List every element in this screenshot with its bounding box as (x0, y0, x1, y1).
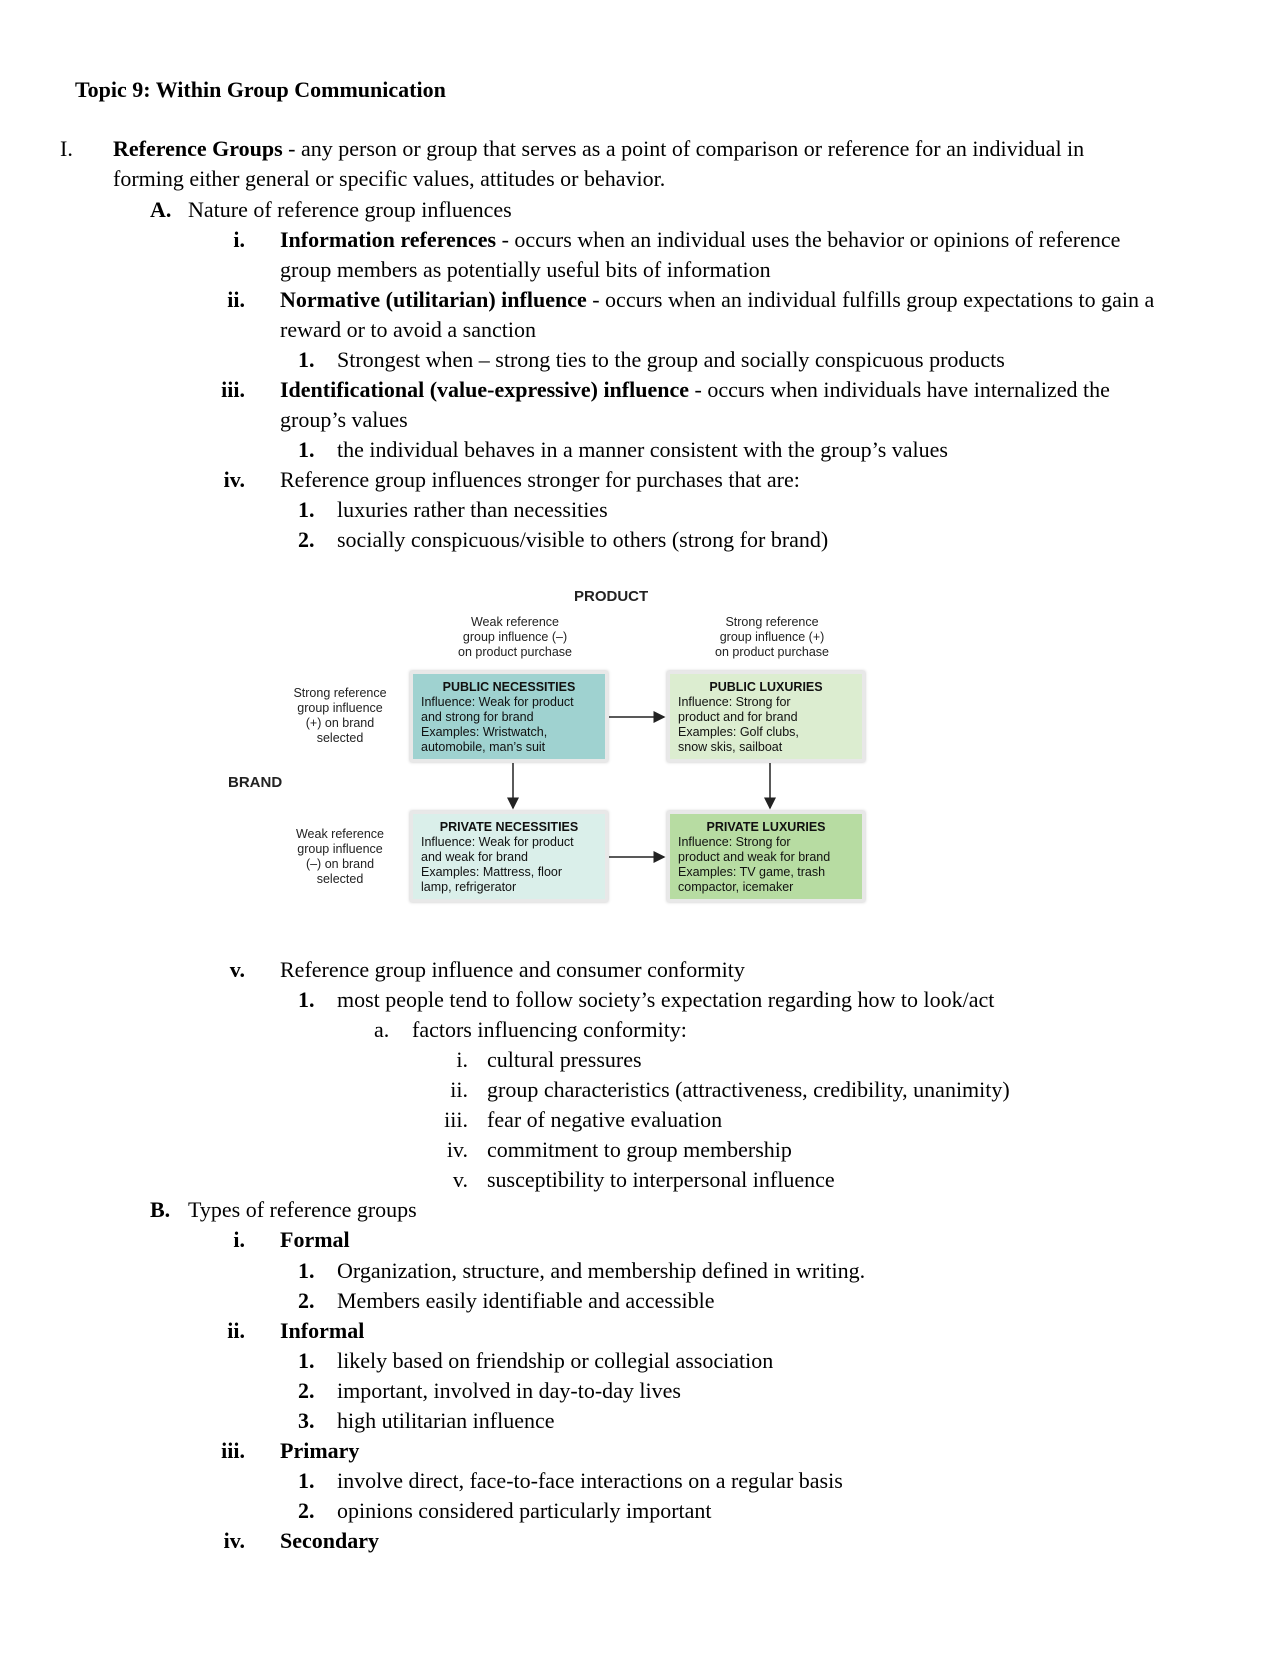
sub-item: high utilitarian influence (337, 1408, 555, 1433)
sub-marker: 1. (298, 987, 315, 1012)
sub-marker: 2. (298, 527, 315, 552)
factor-marker: i. (456, 1047, 468, 1072)
sub-item: likely based on friendship or collegial association (337, 1348, 774, 1373)
sub-marker: 3. (298, 1408, 315, 1433)
subsection-a-marker: A. (150, 197, 172, 222)
sub-marker: 2. (298, 1378, 315, 1403)
sub-item: Organization, structure, and membership defined in writing. (337, 1258, 866, 1283)
list-item-cont: group members as potentially useful bits of information (280, 257, 771, 282)
factor-marker: v. (452, 1167, 468, 1192)
factor-item: group characteristics (attractiveness, credibility, unanimity) (487, 1077, 1010, 1102)
sub-item: important, involved in day-to-day lives (337, 1378, 681, 1403)
sub-sub-item: factors influencing conformity: (412, 1017, 687, 1042)
private-necessities-box: PRIVATE NECESSITIES Influence: Weak for product and weak for brand Examples: Mattress, floor lamp, refrigerator (410, 811, 608, 902)
brand-axis-label: BRAND (228, 774, 283, 791)
factor-marker: iv. (446, 1137, 468, 1162)
subsection-a-label: Nature of reference group influences (188, 197, 512, 222)
item-text: - occurs when an individual uses the behavior or opinions of reference (496, 227, 1121, 252)
item-text: - occurs when individuals have internalized the (689, 377, 1110, 402)
factor-marker: iii. (444, 1107, 468, 1132)
sub-item: socially conspicuous/visible to others (strong for brand) (337, 527, 829, 552)
sub-marker: 1. (298, 437, 315, 462)
public-luxuries-box: PUBLIC LUXURIES Influence: Strong for product and for brand Examples: Golf clubs, snow skis, sailboat (667, 671, 865, 762)
factor-item: commitment to group membership (487, 1137, 792, 1162)
sub-marker: 1. (298, 497, 315, 522)
sub-item: most people tend to follow society’s expectation regarding how to look/act (337, 987, 995, 1012)
page-title: Topic 9: Within Group Communication (75, 77, 446, 102)
sub-marker: 1. (298, 1258, 315, 1283)
factor-marker: ii. (450, 1077, 468, 1102)
section-def-text: - any person or group that serves as a point of comparison or reference for an individual in (282, 136, 1085, 161)
item-text: - occurs when an individual fulfills group expectations to gain a (586, 287, 1155, 312)
sub-marker: 1. (298, 347, 315, 372)
group-type-name: Primary (280, 1438, 360, 1463)
list-marker: i. (233, 1227, 245, 1252)
sub-marker: 1. (298, 1468, 315, 1493)
group-type-name: Informal (280, 1318, 365, 1343)
subsection-b-marker: B. (150, 1197, 171, 1222)
group-type-name: Secondary (280, 1528, 379, 1553)
list-marker: iv. (223, 1528, 245, 1553)
sub-item: Members easily identifiable and accessible (337, 1288, 715, 1313)
row-header-strong: Strong reference group influence (+) on brand selected (293, 686, 387, 745)
sub-item: the individual behaves in a manner consistent with the group’s values (337, 437, 948, 462)
subsection-b-label: Types of reference groups (188, 1197, 417, 1222)
sub-marker: 1. (298, 1348, 315, 1373)
factor-item: cultural pressures (487, 1047, 642, 1072)
sub-marker: 2. (298, 1498, 315, 1523)
group-type-name: Formal (280, 1227, 350, 1252)
section-term: Reference Groups (113, 136, 283, 161)
sub-item: opinions considered particularly important (337, 1498, 712, 1523)
column-header-weak: Weak reference group influence (–) on product purchase (458, 615, 572, 659)
list-item: Reference group influences stronger for purchases that are: (280, 467, 800, 492)
item-term: Information references (280, 227, 497, 252)
public-necessities-box: PUBLIC NECESSITIES Influence: Weak for product and strong for brand Examples: Wristwatch, automobile, man’s suit (410, 671, 608, 762)
list-marker: iii. (221, 1438, 245, 1463)
list-marker: ii. (227, 1318, 245, 1343)
sub-marker: 2. (298, 1288, 315, 1313)
list-marker: ii. (227, 287, 245, 312)
sub-item: Strongest when – strong ties to the group and socially conspicuous products (337, 347, 1005, 372)
sub-sub-marker: a. (374, 1017, 390, 1042)
private-luxuries-box: PRIVATE LUXURIES Influence: Strong for product and weak for brand Examples: TV game, trash compactor, icemaker (667, 811, 865, 902)
column-header-strong: Strong reference group influence (+) on product purchase (715, 615, 829, 659)
list-item: Reference group influence and consumer conformity (280, 957, 745, 982)
sub-item: luxuries rather than necessities (337, 497, 608, 522)
list-marker: i. (233, 227, 245, 252)
section-marker: I. (60, 136, 73, 161)
factor-item: fear of negative evaluation (487, 1107, 723, 1132)
row-header-weak: Weak reference group influence (–) on brand selected (295, 827, 384, 886)
list-marker: iv. (223, 467, 245, 492)
list-marker: v. (229, 957, 245, 982)
list-marker: iii. (221, 377, 245, 402)
item-term: Normative (utilitarian) influence (280, 287, 587, 312)
product-axis-label: PRODUCT (574, 588, 649, 605)
list-item-cont: reward or to avoid a sanction (280, 317, 536, 342)
section-definition-line2: forming either general or specific values, attitudes or behavior. (113, 166, 666, 191)
item-term: Identificational (value-expressive) influence (280, 377, 689, 402)
factor-item: susceptibility to interpersonal influence (487, 1167, 835, 1192)
list-item-cont: group’s values (280, 407, 408, 432)
sub-item: involve direct, face-to-face interactions on a regular basis (337, 1468, 843, 1493)
